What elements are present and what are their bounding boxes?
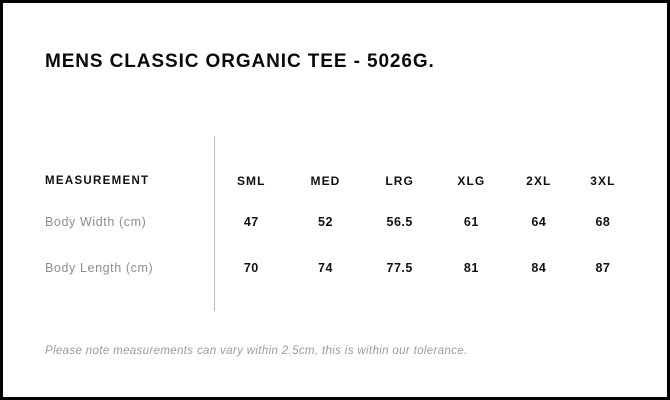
cell-body-length-sml: 70 [243, 261, 259, 275]
row-label-body-width: Body Width (cm) [45, 215, 147, 229]
cell-body-length-med: 74 [318, 261, 333, 275]
cell-body-width-lrg: 56.5 [386, 215, 413, 229]
cell-body-length-lrg: 77.5 [386, 261, 413, 275]
cell-body-width-sml: 47 [243, 215, 259, 229]
table-header-row [45, 163, 635, 199]
column-header-3xl: 3XL [590, 174, 616, 188]
cell-body-length-xlg: 81 [463, 261, 479, 275]
column-header-med: MED [310, 174, 341, 188]
page-title: MENS CLASSIC ORGANIC TEE - 5026G. [45, 51, 435, 72]
row-label-body-length: Body Length (cm) [45, 261, 154, 275]
size-measurements-table [45, 163, 635, 291]
column-header-2xl: 2XL [526, 174, 552, 188]
cell-body-width-med: 52 [318, 215, 333, 229]
table-body [45, 199, 635, 291]
cell-body-length-2xl: 84 [531, 261, 547, 275]
page-inner [3, 3, 667, 397]
cell-body-width-3xl: 68 [595, 215, 611, 229]
table-row [45, 245, 635, 291]
cell-body-width-xlg: 61 [463, 215, 479, 229]
column-header-lrg: LRG [385, 174, 414, 188]
column-header-measurement: MEASUREMENT [45, 175, 150, 187]
column-header-xlg: XLG [457, 174, 486, 188]
table-row [45, 199, 635, 245]
cell-body-width-2xl: 64 [531, 215, 547, 229]
cell-body-length-3xl: 87 [595, 261, 611, 275]
table-header [45, 163, 635, 199]
tolerance-note: Please note measurements can vary within 2.5cm, this is within our tolerance. [45, 345, 468, 357]
column-header-sml: SML [236, 174, 266, 188]
